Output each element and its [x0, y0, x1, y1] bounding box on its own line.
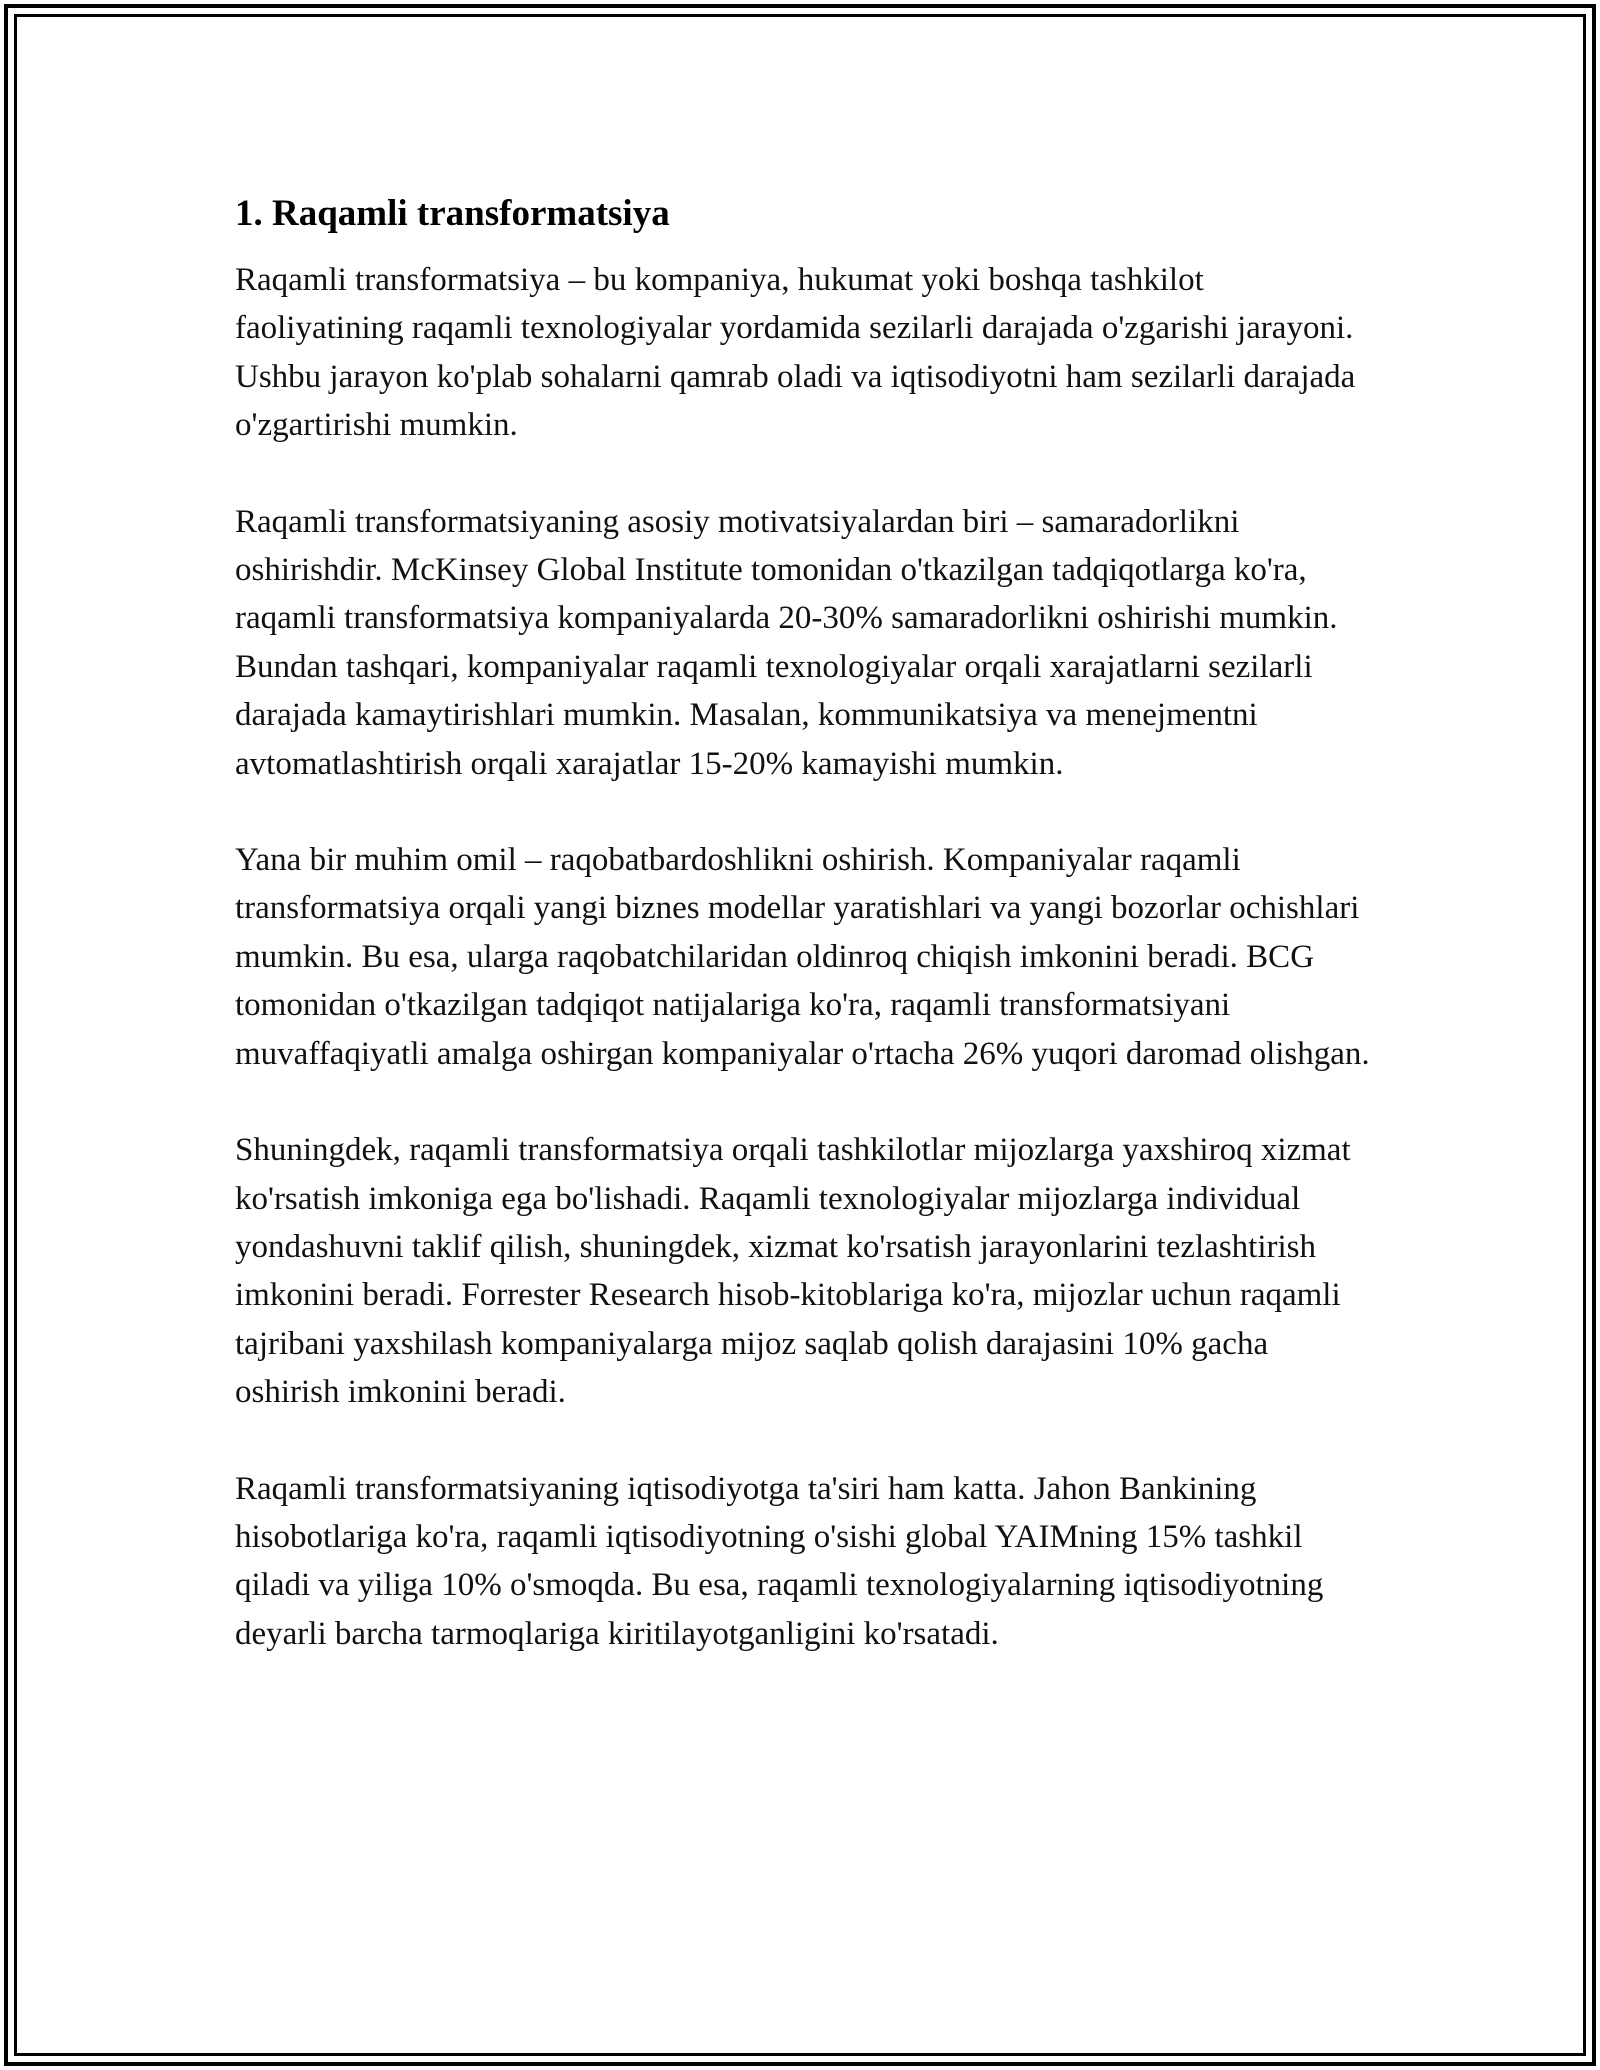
paragraph-economy: Raqamli transformatsiyaning iqtisodiyotga ta'siri ham katta. Jahon Bankining hisobotlariga ko'ra, raqamli iqtisodiyotning o'sishi global YAIMning 15% tashkil qiladi va yiliga 10% o'smoqda. Bu esa, raqamli texnologiyalarning iqtisodiyotning deyarli barcha tarmoqlariga kiritilayotganligini ko'rsatadi.: [235, 1470, 1324, 1652]
document-body: [235, 186, 1375, 1706]
paragraph-efficiency: Raqamli transformatsiyaning asosiy motivatsiyalardan biri – samaradorlikni oshirishdir. McKinsey Global Institute tomonidan o'tkazilgan tadqiqotlarga ko'ra, raqamli transformatsiya kompaniyalarda 20-30% samaradorlikni oshirishi mumkin. Bundan tashqari, kompaniyalar raqamli texnologiyalar orqali xarajatlarni sezilarli darajada kamaytirishlari mumkin. Masalan, kommunikatsiya va menejmentni avtomatlashtirish orqali xarajatlar 15-20% kamayishi mumkin.: [235, 503, 1338, 782]
section-heading: 1. Raqamli transformatsiya: [235, 193, 670, 234]
paragraph-intro: Raqamli transformatsiya – bu kompaniya, hukumat yoki boshqa tashkilot faoliyatining raqamli texnologiyalar yordamida sezilarli darajada o'zgarishi jarayoni. Ushbu jarayon ko'plab sohalarni qamrab oladi va iqtisodiyotni ham sezilarli darajada o'zgartirishi mumkin.: [235, 262, 1356, 444]
paragraph-competitiveness: Yana bir muhim omil – raqobatbardoshlikni oshirish. Kompaniyalar raqamli transformatsiya orqali yangi biznes modellar yaratishlari va yangi bozorlar ochishlari mumkin. Bu esa, ularga raqobatchilaridan oldinroq chiqish imkonini beradi. BCG tomonidan o'tkazilgan tadqiqot natijalariga ko'ra, raqamli transformatsiyani muvaffaqiyatli amalga oshirgan kompaniyalar o'rtacha 26% yuqori daromad olishgan.: [235, 842, 1370, 1072]
paragraph-customer-service: Shuningdek, raqamli transformatsiya orqali tashkilotlar mijozlarga yaxshiroq xizmat ko'rsatish imkoniga ega bo'lishadi. Raqamli texnologiyalar mijozlarga individual yondashuvni taklif qilish, shuningdek, xizmat ko'rsatish jarayonlarini tezlashtirish imkonini beradi. Forrester Research hisob-kitoblariga ko'ra, mijozlar uchun raqamli tajribani yaxshilash kompaniyalarga mijoz saqlab qolish darajasini 10% gacha oshirish imkonini beradi.: [235, 1132, 1351, 1411]
